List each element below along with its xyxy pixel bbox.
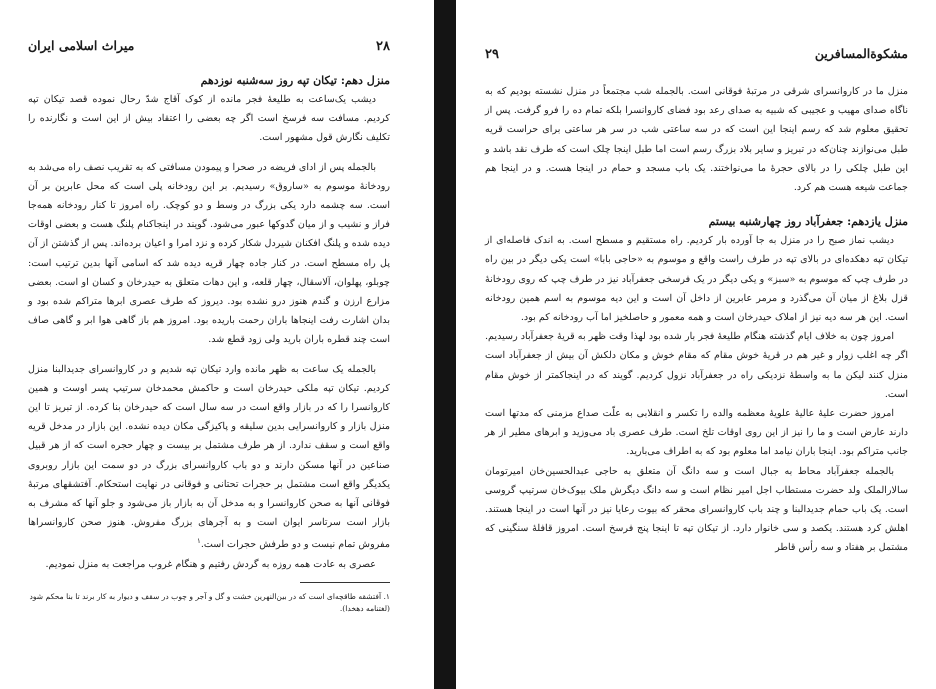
left-paragraph-1: دیشب یک‌ساعت به طلیعهٔ فجر مانده از کوک آقاج شدّ رحال نموده قصد تیکان تپه کردیم. مسافت سه فرسخ است اگر چه بعضی را اعتقاد بیش از این است و نگارنده را تکلیف نگارش قول مشهور است. [28,94,390,144]
right-intro-paragraph: منزل ما در کاروانسرای شرقی در مرتبهٔ فوقانی است. بالجمله شب مجتمعاً در منزل نشسته بودیم که به ناگاه صدای مهیب و عجیبی که شبیه به صدای رعد بود فضای کاروانسرا بلکه تمام ده را فرو گرفت. پس از تحقیق معلوم شد که رسم اینجا این است که در سه ساعتی شب در سر هر ساعتی برای حراست قریه طبل می‌نوازند چنان‌که در تبریز و سایر بلاد بزرگ رسم است اما طبل اینجا چلک است که طرف نقد باشد و این طبل چلکی را در بالای حجرهٔ ما می‌نواختند. یک باب مسجد و حمام در اینجا هست. و در اینجا هم جماعت شیعه هست هم کرد. [485,86,908,194]
right-paragraph-3: امروز حضرت علیهٔ عالیهٔ علویهٔ معظمه والده را تکسر و انقلابی به علّت صداع مزمنی که مدتها است دارند عارض است و ما را نیز از این روی اوقات تلخ است. طرف عصری باد می‌وزید و ابرهای مطیر از هر جانب متراکم بود. اینجا باران نیامد اما معلوم بود که به اطراف می‌بارید. [485,408,908,458]
left-paragraph-3 [28,360,390,555]
left-section-heading: منزل دهم: تیکان تپه روز سه‌شنبه نوزدهم [200,74,390,87]
right-running-title: مشکوةالمسافرین [814,46,908,61]
left-paragraph-2: بالجمله پس از ادای فریضه در صحرا و پیمودن مسافتی که به تقریب نصف راه می‌شد به رودخانهٔ موسوم به «ساروق» رسیدیم. بر این رودخانه پلی است که محل عابرین بر آن است. سه چشمه دارد یکی بزرگ در وسط و دو کوچک. راه امروز تا کنار رودخانه همه‌جا فراز و نشیب و از میان گدوکها عبور می‌شود. گویند در اینجاکنام پلنگ هست و بعضی اوقات دیده شده و پلنگ افکنان شیردل شکار کرده و نزد امرا و اعیان برده‌اند. پس از گذشتن از آن پل راه مسطح است. در کنار جاده چهار قریه دیده شد که اسامی آنها بدین ترتیب است: چوبلو، پهلوان، آلاسقال، چهار قلعه، و این دهات متعلق به حیدرخان و کسان او است. بعضی مزارع ارزن و گندم هنوز درو نشده بود. دیروز که طرف عصری ابرها متراکم شده بود و بدان اشارت رفت اینجاها باران رحمت باریده بود. امروز هم باز گاهی هوا ابر و گاهی صاف است چند قطره باران بارید ولی زود قطع شد. [28,161,390,346]
left-paragraph-3-text: بالجمله یک ساعت به ظهر مانده وارد تیکان تپه شدیم و در کاروانسرای جدیدالبنا منزل کردیم. تیکان تپه ملکی حیدرخان است و حاکمش محمدخان سرتیپ پسر اوست و همین کاروانسرا را که در بازار واقع است در سه سال است که حیدرخان بنا کرده. از تبریز تا این منزل بازار و کاروانسرایی بدین سلیقه و پاکیزگی مکان دیده نشده. این بازار در مدخل قریه واقع است و سقف ندارد. از هر طرف مشتمل بر بیست و چهار حجره است که از هر قبیل صناعین در آنها مسکن دارند و دو باب کاروانسرای بزرگ در دو سمت این بازار روبروی یکدیگر واقع است مشتمل بر حجرات تحتانی و فوقانی در نهایت استحکام. آفتشقهای مرتبهٔ فوقانی آنها به صحن کاروانسرا و به مدخل آن به بازار باز می‌شود و جلو آنها که مشرف به بازار است سرتاسر ایوان است و به آجرهای بزرگ مفروش. هنوز صحن کاروانسراها مفروش تمام نیست و دو طرفش حجرات است. [28,363,390,551]
left-page-number: ۲۸ [376,39,390,54]
right-paragraph-2: امروز چون به خلاف ایام گذشته هنگام طلیعهٔ فجر بار شده بود لهذا وقت ظهر به قریهٔ جعفرآباد رسیدیم. اگر چه اغلب زوار و غیر هم در قریهٔ خوش مقام که مقام خوش و مکان دلکش آن بیش از جعفرآباد است منزل کنند لیکن ما به واسطهٔ نزدیکی راه در جعفرآباد نزول کردیم. گویند که در اینجاکمتر از خوش مقام است. [485,331,908,400]
book-spine [434,0,456,689]
left-page [0,0,430,689]
right-section-heading: منزل یازدهم: جعفرآباد روز چهارشنبه بیستم [708,215,908,229]
left-running-title: میراث اسلامی ایران [28,38,135,53]
right-page-header [485,46,908,62]
right-paragraph-1: دیشب نماز صبح را در منزل به جا آورده بار کردیم. راه مستقیم و مسطح است. به اندک فاصله‌ای از تیکان تپه دهکده‌ای در بالای تپه در طرف راست واقع و موسوم به «حاجی بابا» است یکی دیگر در بین راه در طرف چپ که موسوم به «سبز» و یکی دیگر در یک فرسخی جعفرآباد نیز در طرف چپ که روی رودخانهٔ قزل بلاغ از میان آن می‌گذرد و مرمر عابرین از داخل آن است و این دیه موسوم به اسم همین رودخانه است. این هر سه دیه نیز از املاک حیدرخان است و همه معمور و حاصلخیز اما آب رودخانه کم بود. [485,235,908,324]
footnote-marker: ۱ [197,537,201,546]
footnote-divider [300,582,390,583]
right-paragraph-4: بالجمله جعفرآباد محاط به جبال است و سه دانگ آن متعلق به حاجی عبدالحسین‌خان امیرتومان سالارالملک ولد حضرت مستطاب اجل امیر نظام است و سه دانگ دیگرش ملک بیوک‌خان سرتیپ گروسی است. یک باب حمام جدیدالبنا و چند باب کاروانسرای محقر که بیوت رعایا نیز در آنها است در اینجا هستند. اهلش کرد هستند. یکصد و سی خانوار دارد. از تیکان تپه تا اینجا پنج فرسخ است. امروز قافلهٔ سنگینی که مشتمل بر هفتاد و سه رأس قاطر [485,465,908,554]
left-page-header [28,38,390,54]
right-page-number: ۲۹ [485,47,499,62]
footnote: ۱. آفتشقه‌ طاقچه‌ای است که در بین‌النهرین خشت و گل و آجر و چوب در سقف و دیوار به کار برند تا بنا محکم شود (لغتنامه دهخدا). [29,591,390,613]
right-page [455,0,936,689]
left-paragraph-4: عصری به عادت همه روزه به گردش رفتیم و هنگام غروب مراجعت به منزل نمودیم. [45,558,376,570]
